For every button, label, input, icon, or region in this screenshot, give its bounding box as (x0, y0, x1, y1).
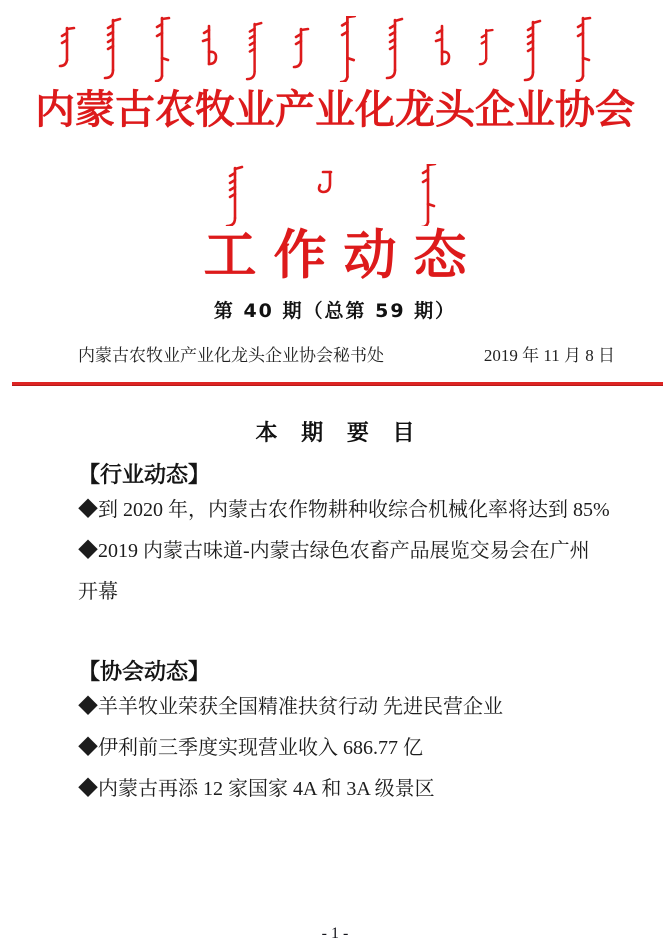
toc-item-line: ◆伊利前三季度实现营业收入 686.77 亿 (78, 737, 423, 759)
mongolian-word (436, 26, 449, 64)
bulletin-title: 工作动态 (203, 224, 484, 286)
mongolian-word (525, 21, 540, 80)
masthead (0, 16, 670, 323)
publisher-line (78, 344, 615, 368)
mongolian-word (203, 26, 216, 64)
toc-item-line: ◆内蒙古再添 12 家国家 4A 和 3A 级景区 (78, 778, 435, 800)
publisher-name: 内蒙古农牧业产业化龙头企业协会秘书处 (78, 346, 384, 365)
toc-item (78, 531, 620, 613)
header-divider (12, 382, 663, 386)
mongolian-word (319, 172, 331, 192)
mongolian-word (480, 30, 493, 64)
mongolian-script-row1 (55, 16, 615, 82)
toc-item-line: ◆羊羊牧业荣获全国精准扶贫行动 先进民营企业 (78, 696, 503, 718)
toc (78, 462, 620, 810)
mongolian-word (422, 164, 435, 226)
toc-item-line: ◆2019 内蒙古味道-内蒙古绿色农畜产品展览交易会在广州 (78, 540, 590, 562)
mongolian-word (294, 29, 308, 67)
toc-item-line: 开幕 (78, 581, 118, 603)
mongolian-word (577, 18, 590, 81)
toc-item-line: ◆到 2020 年，内蒙古农作物耕种收综合机械化率将达到 85% (78, 499, 610, 521)
mongolian-word (60, 28, 74, 66)
mongolian-word (105, 19, 120, 78)
mongolian-script-row2 (215, 164, 455, 226)
toc-item (78, 769, 620, 810)
mongolian-word (387, 19, 402, 78)
toc-section-header-industry: 【行业动态】 (78, 463, 211, 488)
toc-title: 本 期 要 目 (255, 421, 423, 446)
issue-number: 第 40 期（总第 59 期） (213, 300, 457, 322)
mongolian-word (227, 167, 242, 226)
mongolian-word (247, 23, 261, 79)
mongolian-word (341, 16, 355, 82)
mongolian-word (156, 18, 169, 81)
page-number: - 1 - (321, 925, 349, 942)
toc-item (78, 490, 620, 531)
toc-item (78, 687, 620, 728)
org-name-title: 内蒙古农牧业产业化龙头企业协会 (35, 86, 635, 133)
toc-item (78, 728, 620, 769)
publish-date: 2019 年 11 月 8 日 (483, 346, 615, 365)
toc-section-header-association: 【协会动态】 (78, 660, 211, 685)
